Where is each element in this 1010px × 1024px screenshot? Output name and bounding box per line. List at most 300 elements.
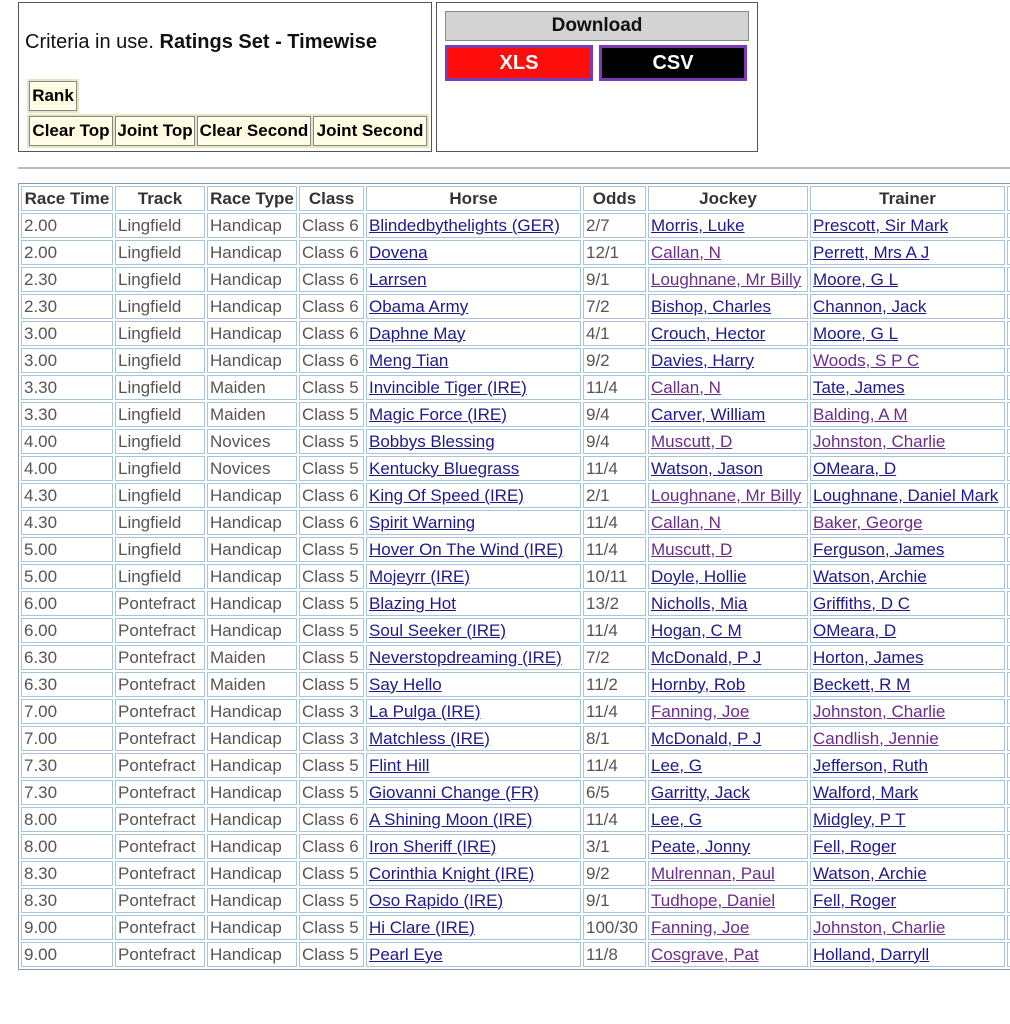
- horse-link[interactable]: Neverstopdreaming (IRE): [369, 647, 562, 667]
- cell-odds: 13/2: [583, 591, 646, 616]
- cell-odds: 11/4: [583, 753, 646, 778]
- trainer-link[interactable]: OMeara, D: [813, 620, 897, 640]
- cell-odds: 7/2: [583, 294, 646, 319]
- cell-track: Lingfield: [115, 456, 205, 481]
- cell-race-type: Handicap: [207, 510, 297, 535]
- cell-race-type: Handicap: [207, 780, 297, 805]
- jockey-cell: [648, 807, 808, 832]
- cell-track: Lingfield: [115, 240, 205, 265]
- table-row: [21, 483, 1010, 508]
- jockey-cell: [648, 672, 808, 697]
- cell-odds: 11/4: [583, 375, 646, 400]
- horse-cell: [366, 672, 581, 697]
- cell-race-type: Handicap: [207, 915, 297, 940]
- jockey-cell: [648, 402, 808, 427]
- table-row: [21, 321, 1010, 346]
- cell-track: Lingfield: [115, 483, 205, 508]
- trainer-cell: [810, 429, 1005, 454]
- cell-odds: 11/4: [583, 510, 646, 535]
- horse-link[interactable]: Magic Force (IRE): [369, 404, 507, 424]
- table-row: [21, 348, 1010, 373]
- clear-top-button[interactable]: Clear Top: [29, 116, 113, 146]
- horse-cell: [366, 456, 581, 481]
- jockey-link[interactable]: Fanning, Joe: [651, 701, 750, 721]
- horse-cell: [366, 537, 581, 562]
- horse-link[interactable]: Matchless (IRE): [369, 728, 490, 748]
- trainer-cell: [810, 537, 1005, 562]
- horse-cell: [366, 726, 581, 751]
- cell-race-type: Handicap: [207, 861, 297, 886]
- trainer-cell: [810, 375, 1005, 400]
- jockey-link[interactable]: Callan, N: [651, 377, 721, 397]
- trainer-link[interactable]: Johnston, Charlie: [813, 431, 946, 451]
- jockey-link[interactable]: Watson, Jason: [651, 458, 763, 478]
- jockey-link[interactable]: Peate, Jonny: [651, 836, 751, 856]
- cell-race-time: 6.30: [21, 672, 113, 697]
- trainer-cell: [810, 240, 1005, 265]
- cell-race-time: 7.00: [21, 699, 113, 724]
- cell-class: Class 6: [299, 834, 364, 859]
- cell-race-time: 5.00: [21, 564, 113, 589]
- trainer-cell: [810, 618, 1005, 643]
- jockey-link[interactable]: Nicholls, Mia: [651, 593, 748, 613]
- jockey-link[interactable]: Hornby, Rob: [651, 674, 746, 694]
- cell-track: Lingfield: [115, 564, 205, 589]
- trainer-link[interactable]: Candlish, Jennie: [813, 728, 939, 748]
- cell-odds: 11/4: [583, 618, 646, 643]
- table-row: [21, 429, 1010, 454]
- trainer-cell: [810, 753, 1005, 778]
- cell-class: Class 3: [299, 699, 364, 724]
- table-row: [21, 294, 1010, 319]
- cell-race-time: 6.00: [21, 618, 113, 643]
- table-row: [21, 888, 1010, 913]
- cell-class: Class 5: [299, 456, 364, 481]
- cell-race-time: 2.30: [21, 267, 113, 292]
- cell-race-time: 5.00: [21, 537, 113, 562]
- cell-track: Lingfield: [115, 510, 205, 535]
- table-row: [21, 807, 1010, 832]
- cell-class: Class 5: [299, 915, 364, 940]
- jockey-link[interactable]: McDonald, P J: [651, 647, 762, 667]
- cell-race-type: Handicap: [207, 483, 297, 508]
- jockey-cell: [648, 699, 808, 724]
- horse-cell: [366, 294, 581, 319]
- trainer-link[interactable]: Woods, S P C: [813, 350, 920, 370]
- jockey-link[interactable]: Bishop, Charles: [651, 296, 772, 316]
- jockey-link[interactable]: Fanning, Joe: [651, 917, 750, 937]
- cell-race-type: Handicap: [207, 348, 297, 373]
- cell-race-time: 9.00: [21, 915, 113, 940]
- trainer-link[interactable]: Midgley, P T: [813, 809, 906, 829]
- cell-class: Class 5: [299, 672, 364, 697]
- cell-track: Pontefract: [115, 861, 205, 886]
- table-row: [21, 645, 1010, 670]
- cell-race-time: 9.00: [21, 942, 113, 967]
- cell-race-type: Maiden: [207, 645, 297, 670]
- horse-cell: [366, 591, 581, 616]
- cell-odds: 11/4: [583, 456, 646, 481]
- trainer-link[interactable]: Horton, James: [813, 647, 924, 667]
- cell-race-type: Handicap: [207, 888, 297, 913]
- cell-odds: 11/4: [583, 537, 646, 562]
- jockey-cell: [648, 861, 808, 886]
- horse-link[interactable]: Spirit Warning: [369, 512, 476, 532]
- criteria-set-name: Ratings Set - Timewise: [159, 31, 377, 53]
- criteria-text: [25, 31, 377, 54]
- jockey-link[interactable]: Doyle, Hollie: [651, 566, 747, 586]
- horse-link[interactable]: Mojeyrr (IRE): [369, 566, 471, 586]
- cell-class: Class 6: [299, 240, 364, 265]
- trainer-cell: [810, 213, 1005, 238]
- jockey-cell: [648, 618, 808, 643]
- table-row: [21, 672, 1010, 697]
- cell-race-type: Handicap: [207, 294, 297, 319]
- cell-race-time: 8.00: [21, 834, 113, 859]
- jockey-cell: [648, 240, 808, 265]
- horse-link[interactable]: Hi Clare (IRE): [369, 917, 475, 937]
- cell-class: Class 5: [299, 429, 364, 454]
- trainer-cell: [810, 780, 1005, 805]
- header-track[interactable]: Track: [115, 186, 205, 211]
- horse-cell: [366, 753, 581, 778]
- cell-race-time: 2.00: [21, 240, 113, 265]
- horse-link[interactable]: Pearl Eye: [369, 944, 443, 964]
- cell-track: Pontefract: [115, 618, 205, 643]
- cell-track: Lingfield: [115, 402, 205, 427]
- cell-odds: 11/8: [583, 942, 646, 967]
- table-row: [21, 564, 1010, 589]
- table-row: [21, 753, 1010, 778]
- header-odds[interactable]: Odds: [583, 186, 646, 211]
- trainer-cell: [810, 402, 1005, 427]
- joint-top-button[interactable]: Joint Top: [115, 116, 195, 146]
- cell-race-time: 3.30: [21, 402, 113, 427]
- jockey-cell: [648, 510, 808, 535]
- jockey-link[interactable]: Hogan, C M: [651, 620, 742, 640]
- jockey-link[interactable]: Morris, Luke: [651, 215, 745, 235]
- trainer-link[interactable]: Moore, G L: [813, 323, 899, 343]
- trainer-link[interactable]: Griffiths, D C: [813, 593, 910, 613]
- cell-race-type: Handicap: [207, 807, 297, 832]
- jockey-link[interactable]: Crouch, Hector: [651, 323, 766, 343]
- cell-odds: 9/1: [583, 888, 646, 913]
- jockey-link[interactable]: McDonald, P J: [651, 728, 762, 748]
- cell-race-type: Handicap: [207, 726, 297, 751]
- table-row: [21, 834, 1010, 859]
- jockey-cell: [648, 645, 808, 670]
- clear-second-button[interactable]: Clear Second: [197, 116, 311, 146]
- cell-odds: 12/1: [583, 240, 646, 265]
- cell-race-type: Novices: [207, 456, 297, 481]
- cell-race-time: 8.00: [21, 807, 113, 832]
- header-class[interactable]: Class: [299, 186, 364, 211]
- cell-race-type: Maiden: [207, 402, 297, 427]
- header-trainer[interactable]: Trainer: [810, 186, 1005, 211]
- trainer-link[interactable]: Johnston, Charlie: [813, 917, 946, 937]
- download-title: Download: [445, 11, 749, 41]
- jockey-cell: [648, 834, 808, 859]
- cell-race-time: 7.30: [21, 753, 113, 778]
- horse-cell: [366, 240, 581, 265]
- horse-link[interactable]: Corinthia Knight (IRE): [369, 863, 535, 883]
- jockey-cell: [648, 564, 808, 589]
- horse-link[interactable]: Larrsen: [369, 269, 427, 289]
- jockey-link[interactable]: Callan, N: [651, 242, 721, 262]
- jockey-cell: [648, 942, 808, 967]
- jockey-link[interactable]: Garritty, Jack: [651, 782, 750, 802]
- trainer-cell: [810, 942, 1005, 967]
- trainer-link[interactable]: Beckett, R M: [813, 674, 911, 694]
- criteria-panel: [18, 2, 432, 152]
- cell-race-type: Handicap: [207, 321, 297, 346]
- cell-track: Pontefract: [115, 942, 205, 967]
- cell-track: Pontefract: [115, 915, 205, 940]
- cell-class: Class 5: [299, 537, 364, 562]
- cell-odds: 100/30: [583, 915, 646, 940]
- cell-track: Lingfield: [115, 375, 205, 400]
- table-row: [21, 456, 1010, 481]
- horse-cell: [366, 861, 581, 886]
- trainer-link[interactable]: Balding, A M: [813, 404, 908, 424]
- header-jockey[interactable]: Jockey: [648, 186, 808, 211]
- jockey-cell: [648, 888, 808, 913]
- horse-cell: [366, 213, 581, 238]
- horse-link[interactable]: Soul Seeker (IRE): [369, 620, 506, 640]
- trainer-cell: [810, 456, 1005, 481]
- trainer-link[interactable]: Walford, Mark: [813, 782, 919, 802]
- jockey-link[interactable]: Carver, William: [651, 404, 766, 424]
- cell-odds: 9/4: [583, 402, 646, 427]
- header-race-type[interactable]: Race Type: [207, 186, 297, 211]
- trainer-cell: [810, 294, 1005, 319]
- trainer-link[interactable]: Fell, Roger: [813, 836, 897, 856]
- cell-race-type: Handicap: [207, 240, 297, 265]
- horse-link[interactable]: Daphne May: [369, 323, 466, 343]
- trainer-link[interactable]: Channon, Jack: [813, 296, 927, 316]
- cell-track: Pontefract: [115, 591, 205, 616]
- trainer-link[interactable]: Tate, James: [813, 377, 905, 397]
- cell-race-time: 8.30: [21, 861, 113, 886]
- horse-cell: [366, 483, 581, 508]
- trainer-link[interactable]: Baker, George: [813, 512, 923, 532]
- jockey-link[interactable]: Muscutt, D: [651, 431, 733, 451]
- csv-download-button[interactable]: CSV: [599, 45, 747, 81]
- cell-race-time: 4.30: [21, 510, 113, 535]
- trainer-link[interactable]: Moore, G L: [813, 269, 899, 289]
- jockey-cell: [648, 267, 808, 292]
- cell-track: Lingfield: [115, 321, 205, 346]
- results-table: [18, 183, 1010, 970]
- cell-odds: 11/4: [583, 807, 646, 832]
- cell-race-type: Handicap: [207, 591, 297, 616]
- jockey-cell: [648, 348, 808, 373]
- trainer-cell: [810, 861, 1005, 886]
- trainer-cell: [810, 699, 1005, 724]
- horse-link[interactable]: Dovena: [369, 242, 428, 262]
- cell-race-time: 2.30: [21, 294, 113, 319]
- trainer-link[interactable]: Loughnane, Daniel Mark: [813, 485, 999, 505]
- cell-class: Class 5: [299, 564, 364, 589]
- horse-link[interactable]: Flint Hill: [369, 755, 430, 775]
- cell-race-time: 7.30: [21, 780, 113, 805]
- horse-link[interactable]: A Shining Moon (IRE): [369, 809, 533, 829]
- cell-class: Class 5: [299, 942, 364, 967]
- trainer-link[interactable]: OMeara, D: [813, 458, 897, 478]
- trainer-cell: [810, 915, 1005, 940]
- cell-race-time: 7.00: [21, 726, 113, 751]
- cell-class: Class 6: [299, 510, 364, 535]
- horse-cell: [366, 888, 581, 913]
- criteria-prefix: Criteria in use.: [25, 31, 154, 53]
- horse-cell: [366, 915, 581, 940]
- jockey-cell: [648, 591, 808, 616]
- jockey-cell: [648, 456, 808, 481]
- trainer-link[interactable]: Jefferson, Ruth: [813, 755, 928, 775]
- cell-race-time: 3.00: [21, 348, 113, 373]
- jockey-cell: [648, 429, 808, 454]
- horse-link[interactable]: Kentucky Bluegrass: [369, 458, 520, 478]
- header-race-time[interactable]: Race Time: [21, 186, 113, 211]
- trainer-cell: [810, 888, 1005, 913]
- jockey-cell: [648, 753, 808, 778]
- trainer-link[interactable]: Watson, Archie: [813, 863, 927, 883]
- cell-odds: 9/2: [583, 348, 646, 373]
- trainer-cell: [810, 672, 1005, 697]
- joint-second-button[interactable]: Joint Second: [313, 116, 427, 146]
- results-table-container: [18, 183, 1010, 970]
- jockey-link[interactable]: Muscutt, D: [651, 539, 733, 559]
- header-horse[interactable]: Horse: [366, 186, 581, 211]
- xls-download-button[interactable]: XLS: [445, 45, 593, 81]
- jockey-link[interactable]: Callan, N: [651, 512, 721, 532]
- cell-odds: 2/1: [583, 483, 646, 508]
- trainer-cell: [810, 483, 1005, 508]
- horse-cell: [366, 780, 581, 805]
- cell-track: Lingfield: [115, 348, 205, 373]
- horse-link[interactable]: Giovanni Change (FR): [369, 782, 540, 802]
- cell-track: Pontefract: [115, 726, 205, 751]
- table-row: [21, 402, 1010, 427]
- horse-link[interactable]: Blindedbythelights (GER): [369, 215, 560, 235]
- cell-race-type: Handicap: [207, 699, 297, 724]
- table-row: [21, 618, 1010, 643]
- horse-cell: [366, 402, 581, 427]
- cell-race-type: Handicap: [207, 537, 297, 562]
- horse-link[interactable]: Obama Army: [369, 296, 469, 316]
- trainer-cell: [810, 645, 1005, 670]
- horse-link[interactable]: Blazing Hot: [369, 593, 456, 613]
- cell-track: Pontefract: [115, 645, 205, 670]
- cell-track: Pontefract: [115, 780, 205, 805]
- horse-link[interactable]: Iron Sheriff (IRE): [369, 836, 497, 856]
- cell-class: Class 6: [299, 267, 364, 292]
- jockey-link[interactable]: Mulrennan, Paul: [651, 863, 775, 883]
- trainer-link[interactable]: Watson, Archie: [813, 566, 927, 586]
- cell-race-type: Maiden: [207, 672, 297, 697]
- jockey-link[interactable]: Lee, G: [651, 755, 703, 775]
- cell-odds: 9/2: [583, 861, 646, 886]
- cell-class: Class 5: [299, 780, 364, 805]
- cell-odds: 8/1: [583, 726, 646, 751]
- cell-odds: 6/5: [583, 780, 646, 805]
- horse-cell: [366, 942, 581, 967]
- horse-link[interactable]: Hover On The Wind (IRE): [369, 539, 564, 559]
- cell-race-time: 3.00: [21, 321, 113, 346]
- cell-race-type: Maiden: [207, 375, 297, 400]
- horse-cell: [366, 429, 581, 454]
- table-row: [21, 699, 1010, 724]
- cell-odds: 7/2: [583, 645, 646, 670]
- trainer-link[interactable]: Prescott, Sir Mark: [813, 215, 949, 235]
- jockey-link[interactable]: Cosgrave, Pat: [651, 944, 759, 964]
- jockey-link[interactable]: Davies, Harry: [651, 350, 754, 370]
- trainer-cell: [810, 564, 1005, 589]
- cell-track: Pontefract: [115, 699, 205, 724]
- cell-race-time: 6.30: [21, 645, 113, 670]
- trainer-link[interactable]: Holland, Darryll: [813, 944, 930, 964]
- horse-link[interactable]: Meng Tian: [369, 350, 449, 370]
- cell-odds: 11/4: [583, 699, 646, 724]
- cell-odds: 11/2: [583, 672, 646, 697]
- jockey-cell: [648, 915, 808, 940]
- cell-race-time: 4.00: [21, 456, 113, 481]
- cell-class: Class 5: [299, 753, 364, 778]
- jockey-link[interactable]: Tudhope, Daniel: [651, 890, 776, 910]
- table-row: [21, 591, 1010, 616]
- cell-class: Class 5: [299, 888, 364, 913]
- cell-class: Class 5: [299, 591, 364, 616]
- cell-race-type: Novices: [207, 429, 297, 454]
- cell-odds: 4/1: [583, 321, 646, 346]
- horse-link[interactable]: La Pulga (IRE): [369, 701, 481, 721]
- rank-button[interactable]: Rank: [29, 81, 77, 111]
- horse-link[interactable]: Oso Rapido (IRE): [369, 890, 504, 910]
- table-row: [21, 510, 1010, 535]
- trainer-cell: [810, 321, 1005, 346]
- table-row: [21, 780, 1010, 805]
- trainer-link[interactable]: Perrett, Mrs A J: [813, 242, 930, 262]
- cell-class: Class 5: [299, 645, 364, 670]
- horse-link[interactable]: Bobbys Blessing: [369, 431, 495, 451]
- horse-cell: [366, 699, 581, 724]
- horse-cell: [366, 348, 581, 373]
- horse-link[interactable]: Say Hello: [369, 674, 442, 694]
- horse-cell: [366, 564, 581, 589]
- trainer-link[interactable]: Johnston, Charlie: [813, 701, 946, 721]
- cell-race-time: 8.30: [21, 888, 113, 913]
- cell-track: Lingfield: [115, 213, 205, 238]
- trainer-cell: [810, 807, 1005, 832]
- cell-race-type: Handicap: [207, 213, 297, 238]
- jockey-cell: [648, 780, 808, 805]
- jockey-link[interactable]: Loughnane, Mr Billy: [651, 269, 802, 289]
- cell-class: Class 6: [299, 213, 364, 238]
- trainer-link[interactable]: Fell, Roger: [813, 890, 897, 910]
- jockey-link[interactable]: Lee, G: [651, 809, 703, 829]
- cell-class: Class 5: [299, 861, 364, 886]
- cell-race-type: Handicap: [207, 618, 297, 643]
- divider: [18, 167, 1010, 169]
- jockey-link[interactable]: Loughnane, Mr Billy: [651, 485, 802, 505]
- trainer-link[interactable]: Ferguson, James: [813, 539, 945, 559]
- trainer-cell: [810, 591, 1005, 616]
- horse-link[interactable]: Invincible Tiger (IRE): [369, 377, 527, 397]
- cell-odds: 9/1: [583, 267, 646, 292]
- trainer-cell: [810, 267, 1005, 292]
- cell-track: Pontefract: [115, 834, 205, 859]
- horse-link[interactable]: King Of Speed (IRE): [369, 485, 524, 505]
